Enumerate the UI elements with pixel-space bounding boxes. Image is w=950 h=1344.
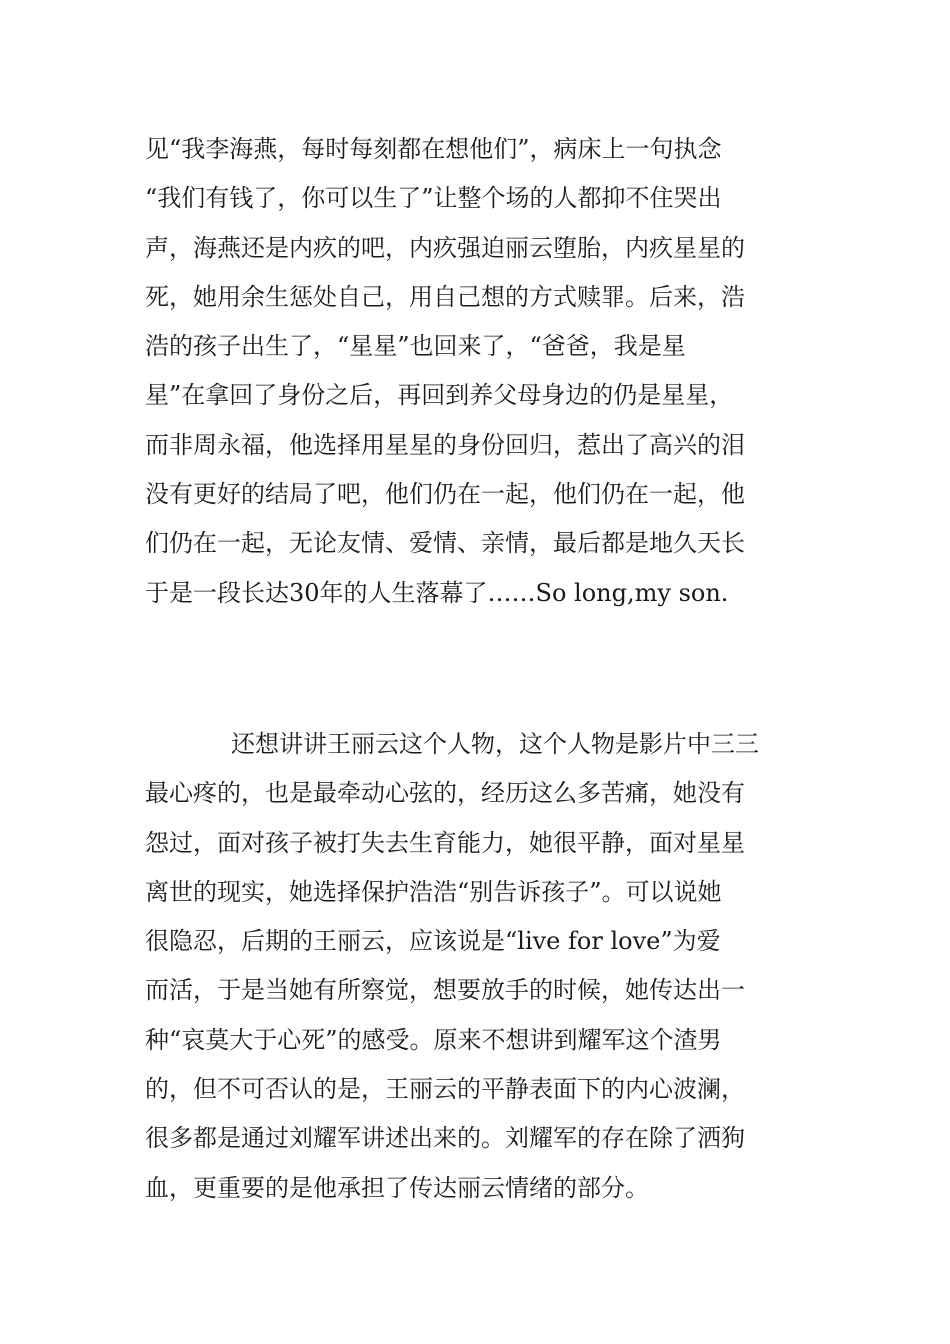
text-line: 很多都是通过刘耀军讲述出来的。刘耀军的存在除了洒狗 (145, 1124, 745, 1153)
text-line: 血，更重要的是他承担了传达丽云情绪的部分。 (145, 1173, 649, 1202)
text-line: 而非周永福，他选择用星星的身份回归，惹出了高兴的泪 (145, 430, 745, 459)
text-line: 没有更好的结局了吧，他们仍在一起，他们仍在一起，他 (145, 480, 745, 509)
text-line: 见“我李海燕，每时每刻都在想他们”，病床上一句执念 (145, 135, 722, 163)
text-line: 而活，于是当她有所察觉，想要放手的时候，她传达出一 (145, 976, 745, 1005)
text-line: 声，海燕还是内疚的吧，内疚强迫丽云堕胎，内疚星星的 (145, 233, 745, 262)
text-line: 离世的现实，她选择保护浩浩“别告诉孩子”。可以说她 (145, 877, 722, 906)
paragraph-2 (145, 720, 807, 1213)
text-line: 们仍在一起，无论友情、爱情、亲情，最后都是地久天长 (145, 529, 745, 558)
text-line: 浩的孩子出生了，“星星”也回来了，“爸爸，我是星 (145, 332, 686, 361)
text-line: 怨过，面对孩子被打失去生育能力，她很平静，面对星星 (145, 828, 745, 857)
text-line: 种“哀莫大于心死”的感受。原来不想讲到耀军这个渣男 (145, 1025, 722, 1054)
text-line: 于是一段长达30年的人生落幕了……So long,my son. (145, 578, 729, 607)
text-line: “我们有钱了，你可以生了”让整个场的人都抑不住哭出 (145, 184, 722, 213)
text-line: 还想讲讲王丽云这个人物，这个人物是影片中三三 (231, 730, 759, 758)
text-line: 最心疼的，也是最牵动心弦的，经历这么多苦痛，她没有 (145, 779, 745, 808)
text-line: 死，她用余生惩处自己，用自己想的方式赎罪。后来，浩 (145, 282, 745, 311)
paragraph-1 (145, 125, 807, 618)
text-line: 的，但不可否认的是，王丽云的平静表面下的内心波澜， (145, 1075, 745, 1104)
text-line: 很隐忍，后期的王丽云，应该说是“live for love”为爱 (145, 927, 721, 956)
text-line: 星”在拿回了身份之后，再回到养父母身边的仍是星星， (145, 381, 734, 410)
